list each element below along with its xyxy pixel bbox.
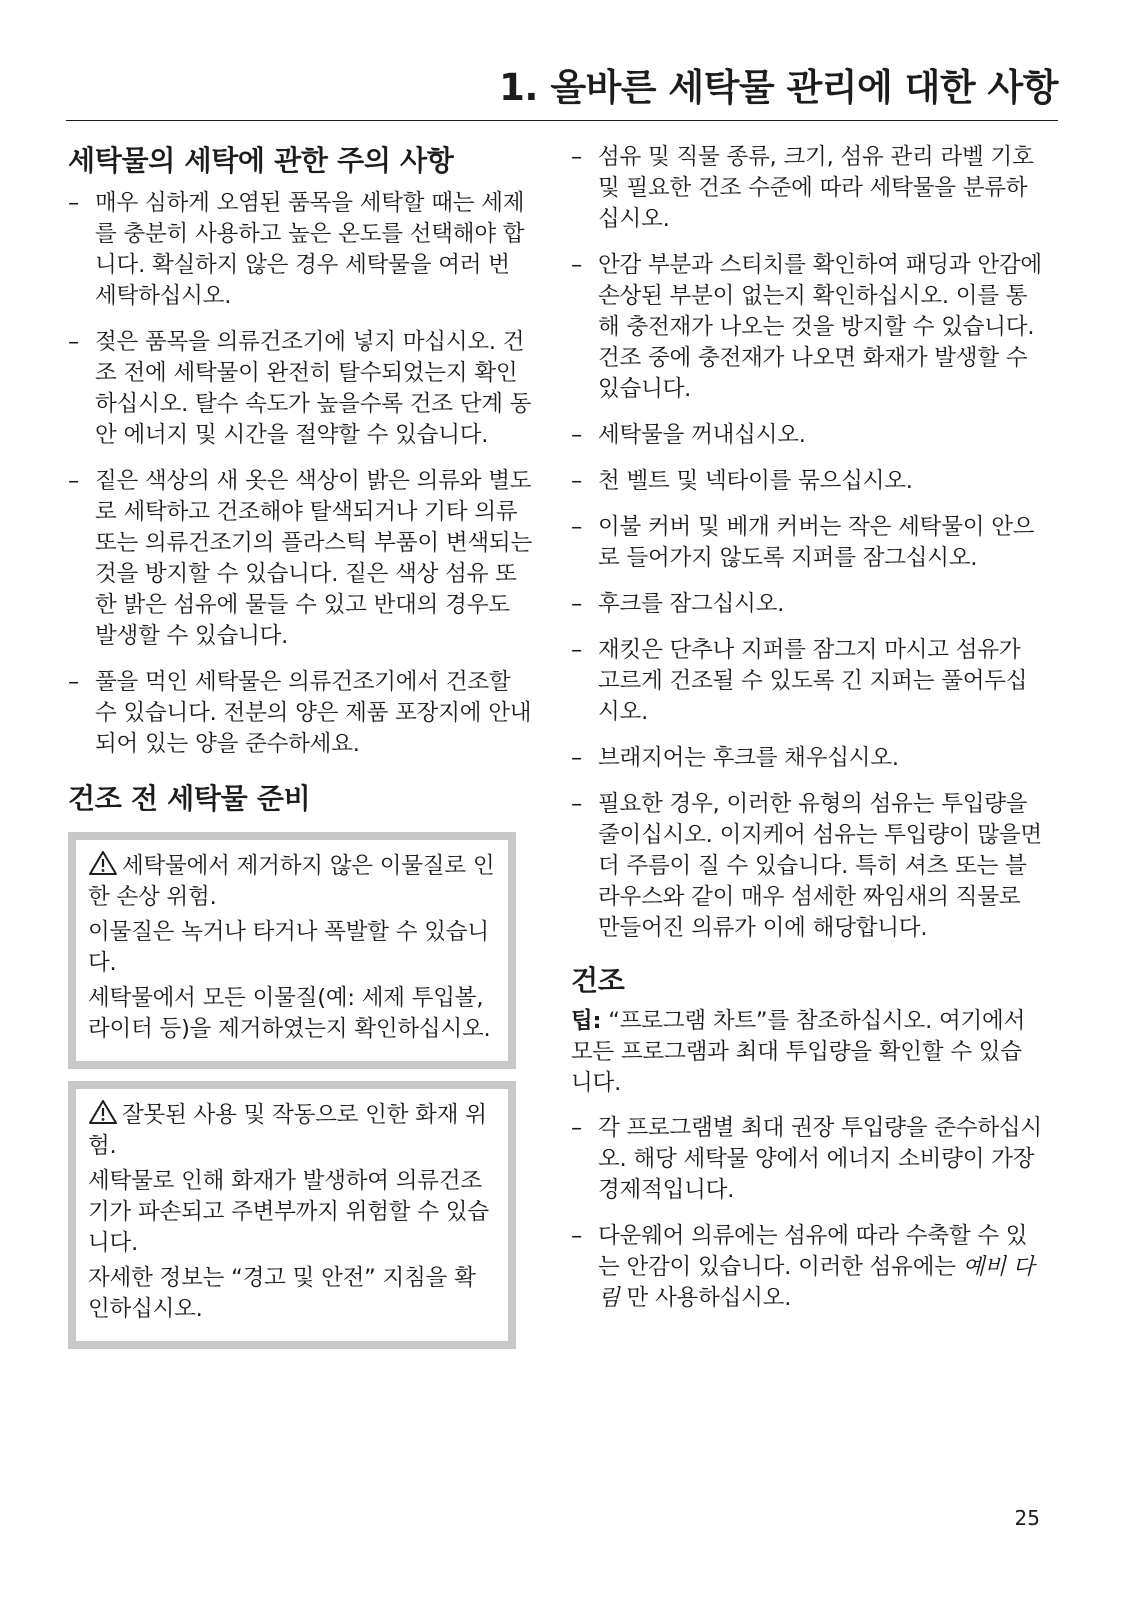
list-item: – 짙은 색상의 새 옷은 색상이 밝은 의류와 별도로 세탁하고 건조해야 탈색되거나 기타 의류 또는 의류건조기의 플라스틱 부품이 변색되는 것을 방지할 수 있습니다. 짙은 색상 섬유 또한 밝은 섬유에 물들 수 있고 반대의 경우도 발생할 수 있습니다. xyxy=(68,466,538,652)
tip-paragraph xyxy=(571,1006,1043,1099)
washing-notes-list xyxy=(68,188,538,760)
warning-text: 세탁물로 인해 화재가 발생하여 의류건조기가 파손되고 주변부까지 위험할 수 있습니다. xyxy=(88,1168,489,1256)
list-item: – 브래지어는 후크를 채우십시오. xyxy=(571,743,1043,774)
list-item: – 풀을 먹인 세탁물은 의류건조기에서 건조할 수 있습니다. 전분의 양은 제품 포장지에 안내되어 있는 양을 준수하세요. xyxy=(68,667,538,760)
warning-triangle-icon xyxy=(88,1099,118,1125)
warning-text: 이물질은 녹거나 타거나 폭발할 수 있습니다. xyxy=(88,919,489,976)
page-number: 25 xyxy=(1014,1506,1040,1530)
list-item: – 이불 커버 및 베개 커버는 작은 세탁물이 안으로 들어가지 않도록 지퍼를 잠그십시오. xyxy=(571,512,1043,574)
drying-list xyxy=(571,1113,1043,1314)
list-item: – 천 벨트 및 넥타이를 묶으십시오. xyxy=(571,466,1043,497)
warning-title-text: 세탁물에서 제거하지 않은 이물질로 인한 손상 위험. xyxy=(88,853,495,910)
list-item: – 섬유 및 직물 종류, 크기, 섬유 관리 라벨 기호 및 필요한 건조 수준에 따라 세탁물을 분류하십시오. xyxy=(571,142,1043,235)
list-item: – 젖은 품목을 의류건조기에 넣지 마십시오. 건조 전에 세탁물이 완전히 탈수되었는지 확인하십시오. 탈수 속도가 높을수록 건조 단계 동안 에너지 및 시간을 절약할 수 있습니다. xyxy=(68,327,538,451)
warning-text: 세탁물에서 모든 이물질(예: 세제 투입볼, 라이터 등)을 제거하였는지 확인하십시오. xyxy=(88,985,491,1042)
warning-box-foreign-objects xyxy=(68,832,516,1069)
warning-triangle-icon xyxy=(88,850,118,876)
tip-label: 팁: xyxy=(571,1008,602,1034)
list-item: – 재킷은 단추나 지퍼를 잠그지 마시고 섬유가 고르게 건조될 수 있도록 긴 지퍼는 풀어두십시오. xyxy=(571,635,1043,728)
tip-text: “프로그램 차트”를 참조하십시오. 여기에서 모든 프로그램과 최대 투입량을 확인할 수 있습니다. xyxy=(571,1008,1026,1096)
list-item: – 필요한 경우, 이러한 유형의 섬유는 투입량을 줄이십시오. 이지케어 섬유는 투입량이 많을면 더 주름이 질 수 있습니다. 특히 셔츠 또는 블라우스와 같이 매우 섬세한 짜임새의 직물로 만들어진 의류가 이에 해당합니다. xyxy=(571,789,1043,944)
section-heading-drying: 건조 xyxy=(571,964,625,997)
warning-box-fire-risk xyxy=(68,1081,516,1349)
list-item: – 세탁물을 꺼내십시오. xyxy=(571,420,1043,451)
down-wear-text: 다운웨어 의류에는 섬유에 따라 수축할 수 있는 안감이 있습니다. 이러한 섬유에는 xyxy=(598,1223,1028,1280)
page-title: 1. 올바른 세탁물 관리에 대한 사항 xyxy=(66,56,1058,121)
warning-text: 자세한 정보는 “경고 및 안전” 지침을 확인하십시오. xyxy=(88,1265,476,1322)
list-item: – 각 프로그램별 최대 권장 투입량을 준수하십시오. 해당 세탁물 양에서 에너지 소비량이 가장 경제적입니다. xyxy=(571,1113,1043,1206)
section-heading-washing: 세탁물의 세탁에 관한 주의 사항 xyxy=(68,144,454,177)
list-item: – 안감 부분과 스티치를 확인하여 패딩과 안감에 손상된 부분이 없는지 확인하십시오. 이를 통해 충전재가 나오는 것을 방지할 수 있습니다. 건조 중에 충전재가 나오면 화재가 발생할 수 있습니다. xyxy=(571,250,1043,405)
list-item: – 후크를 잠그십시오. xyxy=(571,589,1043,620)
warning-title xyxy=(88,1099,496,1162)
left-column xyxy=(68,142,538,1361)
preparation-list xyxy=(571,142,1043,944)
list-item: – 매우 심하게 오염된 품목을 세탁할 때는 세제를 충분히 사용하고 높은 온도를 선택해야 합니다. 확실하지 않은 경우 세탁물을 여러 번 세탁하십시오. xyxy=(68,188,538,312)
warning-title-text: 잘못된 사용 및 작동으로 인한 화재 위험. xyxy=(88,1102,487,1159)
right-column xyxy=(571,142,1043,1329)
warning-title xyxy=(88,850,496,913)
down-wear-text-end: 만 사용하십시오. xyxy=(619,1285,792,1311)
list-item-down-wear xyxy=(571,1221,1043,1314)
section-heading-preparation: 건조 전 세탁물 준비 xyxy=(68,782,311,815)
pre-ironing-term: 예비 다림 xyxy=(598,1254,1035,1311)
